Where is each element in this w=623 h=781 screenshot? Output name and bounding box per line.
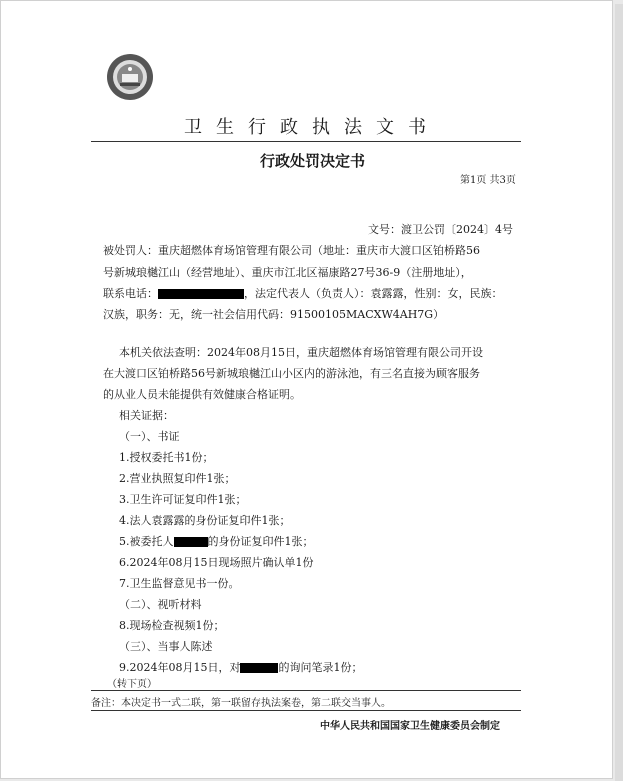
- doc-type-title: 行政处罚决定书: [260, 152, 366, 170]
- note-rule-top: [91, 690, 521, 691]
- page-shadow: [615, 4, 623, 781]
- phone-label: 联系电话：: [103, 287, 158, 300]
- remark-note: 备注：本决定书一式二联，第一联留存执法案卷，第二联交当事人。: [91, 698, 391, 709]
- evidence-section-2: （二）、视听材料: [119, 598, 202, 611]
- evidence-item-6: 6.2024年08月15日现场照片确认单1份: [119, 556, 314, 569]
- evidence-section-3: （三）、当事人陈述: [119, 640, 213, 653]
- issuer-line: 中华人民共和国国家卫生健康委员会制定: [320, 721, 500, 732]
- redacted-phone: [158, 289, 244, 299]
- evidence-item-1: 1.授权委托书1份；: [119, 451, 214, 464]
- party-line-3-rest: ，法定代表人（负责人）：袁露露，性别：女，民族：: [244, 287, 503, 300]
- evidence-item-9: [119, 659, 362, 675]
- note-rule-bottom: [91, 710, 521, 711]
- evidence-item-7: 7.卫生监督意见书一份。: [119, 577, 240, 590]
- continued-label: （转下页）: [107, 679, 157, 690]
- evidence-item-4: 4.法人袁露露的身份证复印件1张；: [119, 514, 291, 527]
- evidence-item-2: 2.营业执照复印件1张；: [119, 472, 236, 485]
- redacted-name-2: [240, 663, 278, 673]
- party-line-2: 号新城琅樾江山（经营地址）、重庆市江北区福康路27号36-9（注册地址），: [103, 266, 472, 279]
- evidence-item-5: [119, 533, 314, 549]
- page-number: 第1页 共3页: [460, 175, 516, 186]
- doc-number: 文号：渡卫公罚〔2024〕4号: [368, 223, 513, 236]
- evidence-item-9-suffix: 的询问笔录1份；: [278, 661, 363, 674]
- evidence-item-3: 3.卫生许可证复印件1张；: [119, 493, 247, 506]
- evidence-item-5-prefix: 5.被委托人: [119, 535, 174, 548]
- org-title: 卫生行政执法文书: [184, 117, 440, 138]
- party-line-4: 汉族，职务：无，统一社会信用代码：91500105MACXW4AH7G）: [103, 308, 445, 321]
- national-emblem-icon: [103, 52, 157, 102]
- facts-line-2: 在大渡口区铂桥路56号新城琅樾江山小区内的游泳池，有三名直接为顾客服务: [103, 367, 480, 380]
- evidence-section-1: （一）、书证: [119, 430, 180, 443]
- evidence-item-5-suffix: 的身份证复印件1张；: [207, 535, 314, 548]
- redacted-name: [174, 537, 208, 547]
- evidence-item-9-prefix: 9.2024年08月15日，对: [119, 661, 241, 674]
- evidence-item-8: 8.现场检查视频1份；: [119, 619, 225, 632]
- header-rule: [91, 141, 521, 142]
- party-line-3: [103, 285, 503, 301]
- party-line-1: 被处罚人：重庆超燃体育场馆管理有限公司（地址：重庆市大渡口区铂桥路56: [103, 244, 480, 257]
- evidence-heading: 相关证据：: [119, 409, 174, 422]
- facts-line-3: 的从业人员未能提供有效健康合格证明。: [103, 388, 301, 401]
- facts-line-1: 本机关依法查明：2024年08月15日，重庆超燃体育场馆管理有限公司开设: [119, 346, 483, 359]
